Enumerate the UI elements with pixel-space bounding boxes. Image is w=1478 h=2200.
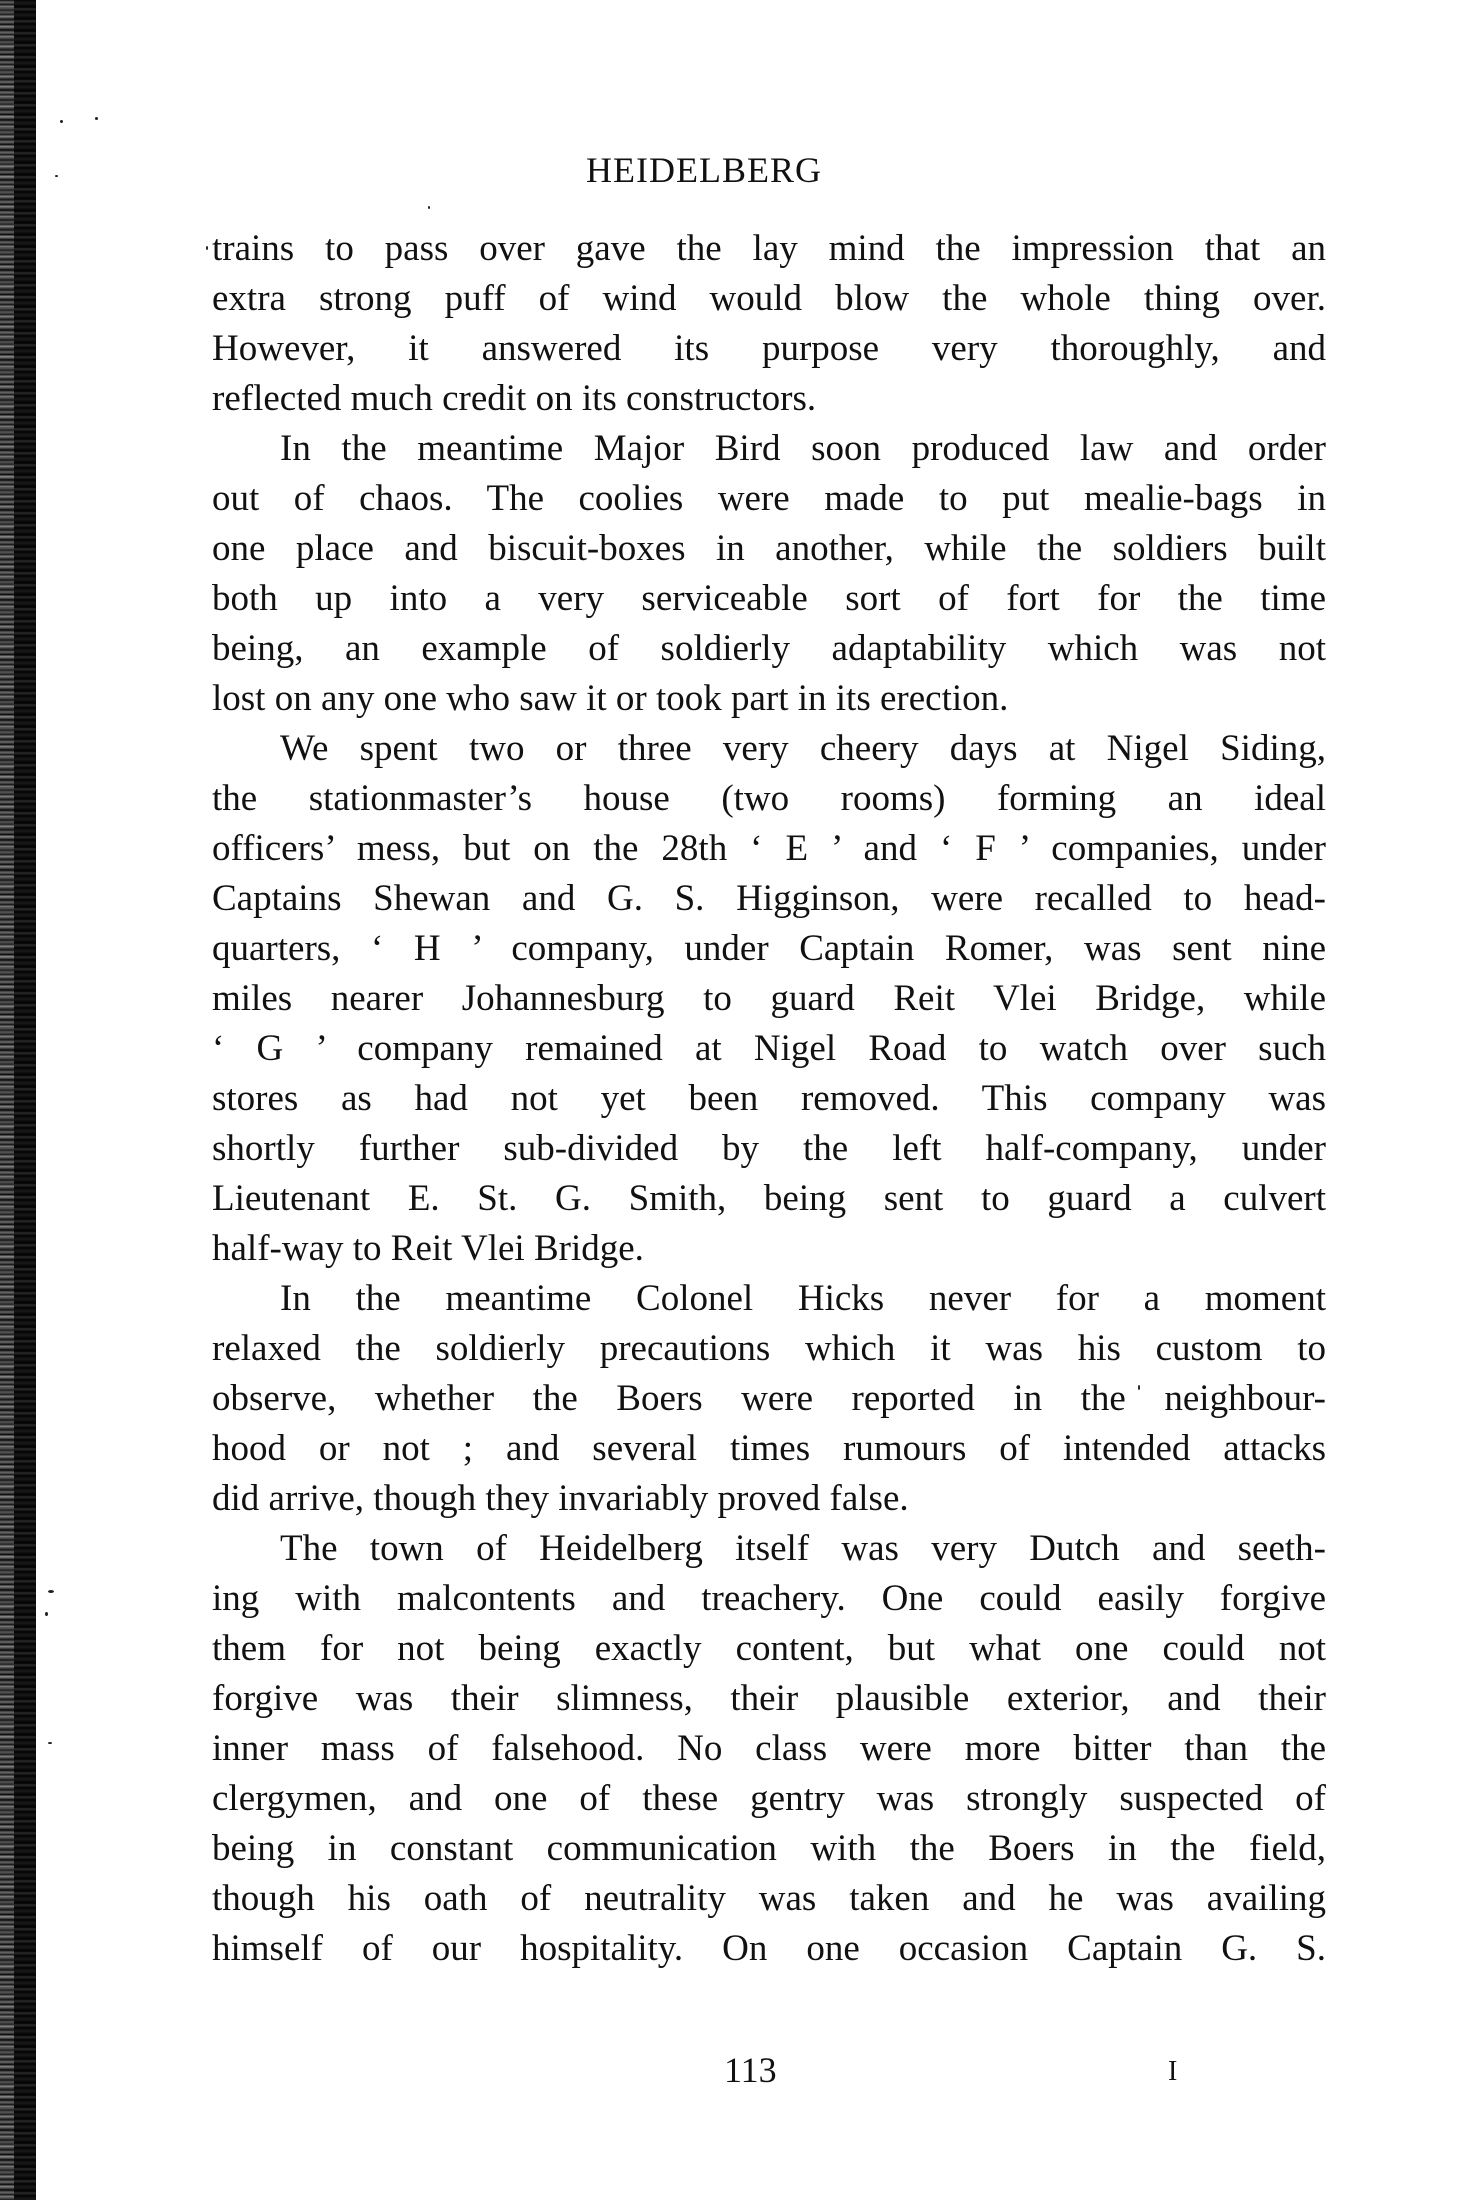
text-line: hood or not ; and several times rumours of intended attacks <box>212 1428 1326 1469</box>
signature-mark: I <box>1168 2056 1178 2087</box>
text-line: did arrive, though they invariably proved false. <box>212 1478 909 1519</box>
scan-speck <box>428 206 430 209</box>
text-line: himself of our hospitality. On one occasion Captain G. S. <box>212 1928 1326 1969</box>
scan-speck <box>45 1612 48 1616</box>
text-line: extra strong puff of wind would blow the whole thing over. <box>212 278 1326 319</box>
paragraph-first-line: The town of Heidelberg itself was very Dutch and seeth- <box>280 1528 1326 1569</box>
text-line: relaxed the soldierly precautions which it was his custom to <box>212 1328 1326 1369</box>
scan-speck <box>48 1590 54 1593</box>
text-line: out of chaos. The coolies were made to put mealie-bags in <box>212 478 1326 519</box>
text-line: officers’ mess, but on the 28th ‘ E ’ and ‘ F ’ companies, under <box>212 828 1326 869</box>
text-line: quarters, ‘ H ’ company, under Captain Romer, was sent nine <box>212 928 1326 969</box>
scan-speck <box>60 120 63 123</box>
paragraph-first-line: In the meantime Major Bird soon produced law and order <box>280 428 1326 469</box>
text-line: though his oath of neutrality was taken and he was availing <box>212 1878 1326 1919</box>
page-number: 113 <box>724 2050 777 2090</box>
text-line: half-way to Reit Vlei Bridge. <box>212 1228 644 1269</box>
text-line: observe, whether the Boers were reported in the neighbour- <box>212 1378 1326 1419</box>
text-line: being in constant communication with the Boers in the field, <box>212 1828 1326 1869</box>
text-line: forgive was their slimness, their plausible exterior, and their <box>212 1678 1326 1719</box>
text-line: both up into a very serviceable sort of fort for the time <box>212 578 1326 619</box>
text-line: Lieutenant E. St. G. Smith, being sent to guard a culvert <box>212 1178 1326 1219</box>
text-line: one place and biscuit-boxes in another, while the soldiers built <box>212 528 1326 569</box>
text-line: stores as had not yet been removed. This company was <box>212 1078 1326 1119</box>
text-line: the stationmaster’s house (two rooms) forming an ideal <box>212 778 1326 819</box>
text-line: being, an example of soldierly adaptability which was not <box>212 628 1326 669</box>
text-line: ‘ G ’ company remained at Nigel Road to watch over such <box>212 1028 1326 1069</box>
scan-speck <box>206 246 208 250</box>
text-line: lost on any one who saw it or took part in its erection. <box>212 678 1009 719</box>
paragraph-first-line: We spent two or three very cheery days at Nigel Siding, <box>280 728 1326 769</box>
scan-speck <box>95 117 98 120</box>
text-line: shortly further sub-divided by the left half-company, under <box>212 1128 1326 1169</box>
text-line: Captains Shewan and G. S. Higginson, were recalled to head- <box>212 878 1326 919</box>
page-body-text <box>212 224 1326 1974</box>
text-line: ing with malcontents and treachery. One could easily forgive <box>212 1578 1326 1619</box>
text-line: miles nearer Johannesburg to guard Reit Vlei Bridge, while <box>212 978 1326 1019</box>
text-line: reflected much credit on its constructors. <box>212 378 817 419</box>
running-head <box>0 150 1478 190</box>
running-head-text: HEIDELBERG <box>586 150 822 190</box>
text-line: clergymen, and one of these gentry was strongly suspected of <box>212 1778 1326 1819</box>
text-line: trains to pass over gave the lay mind the impression that an <box>212 228 1326 269</box>
text-line: them for not being exactly content, but what one could not <box>212 1628 1326 1669</box>
text-line: However, it answered its purpose very thoroughly, and <box>212 328 1326 369</box>
paragraph-first-line: In the meantime Colonel Hicks never for a moment <box>280 1278 1326 1319</box>
book-binding-edge <box>0 0 36 2200</box>
text-line: inner mass of falsehood. No class were more bitter than the <box>212 1728 1326 1769</box>
scan-speck <box>48 1742 52 1744</box>
